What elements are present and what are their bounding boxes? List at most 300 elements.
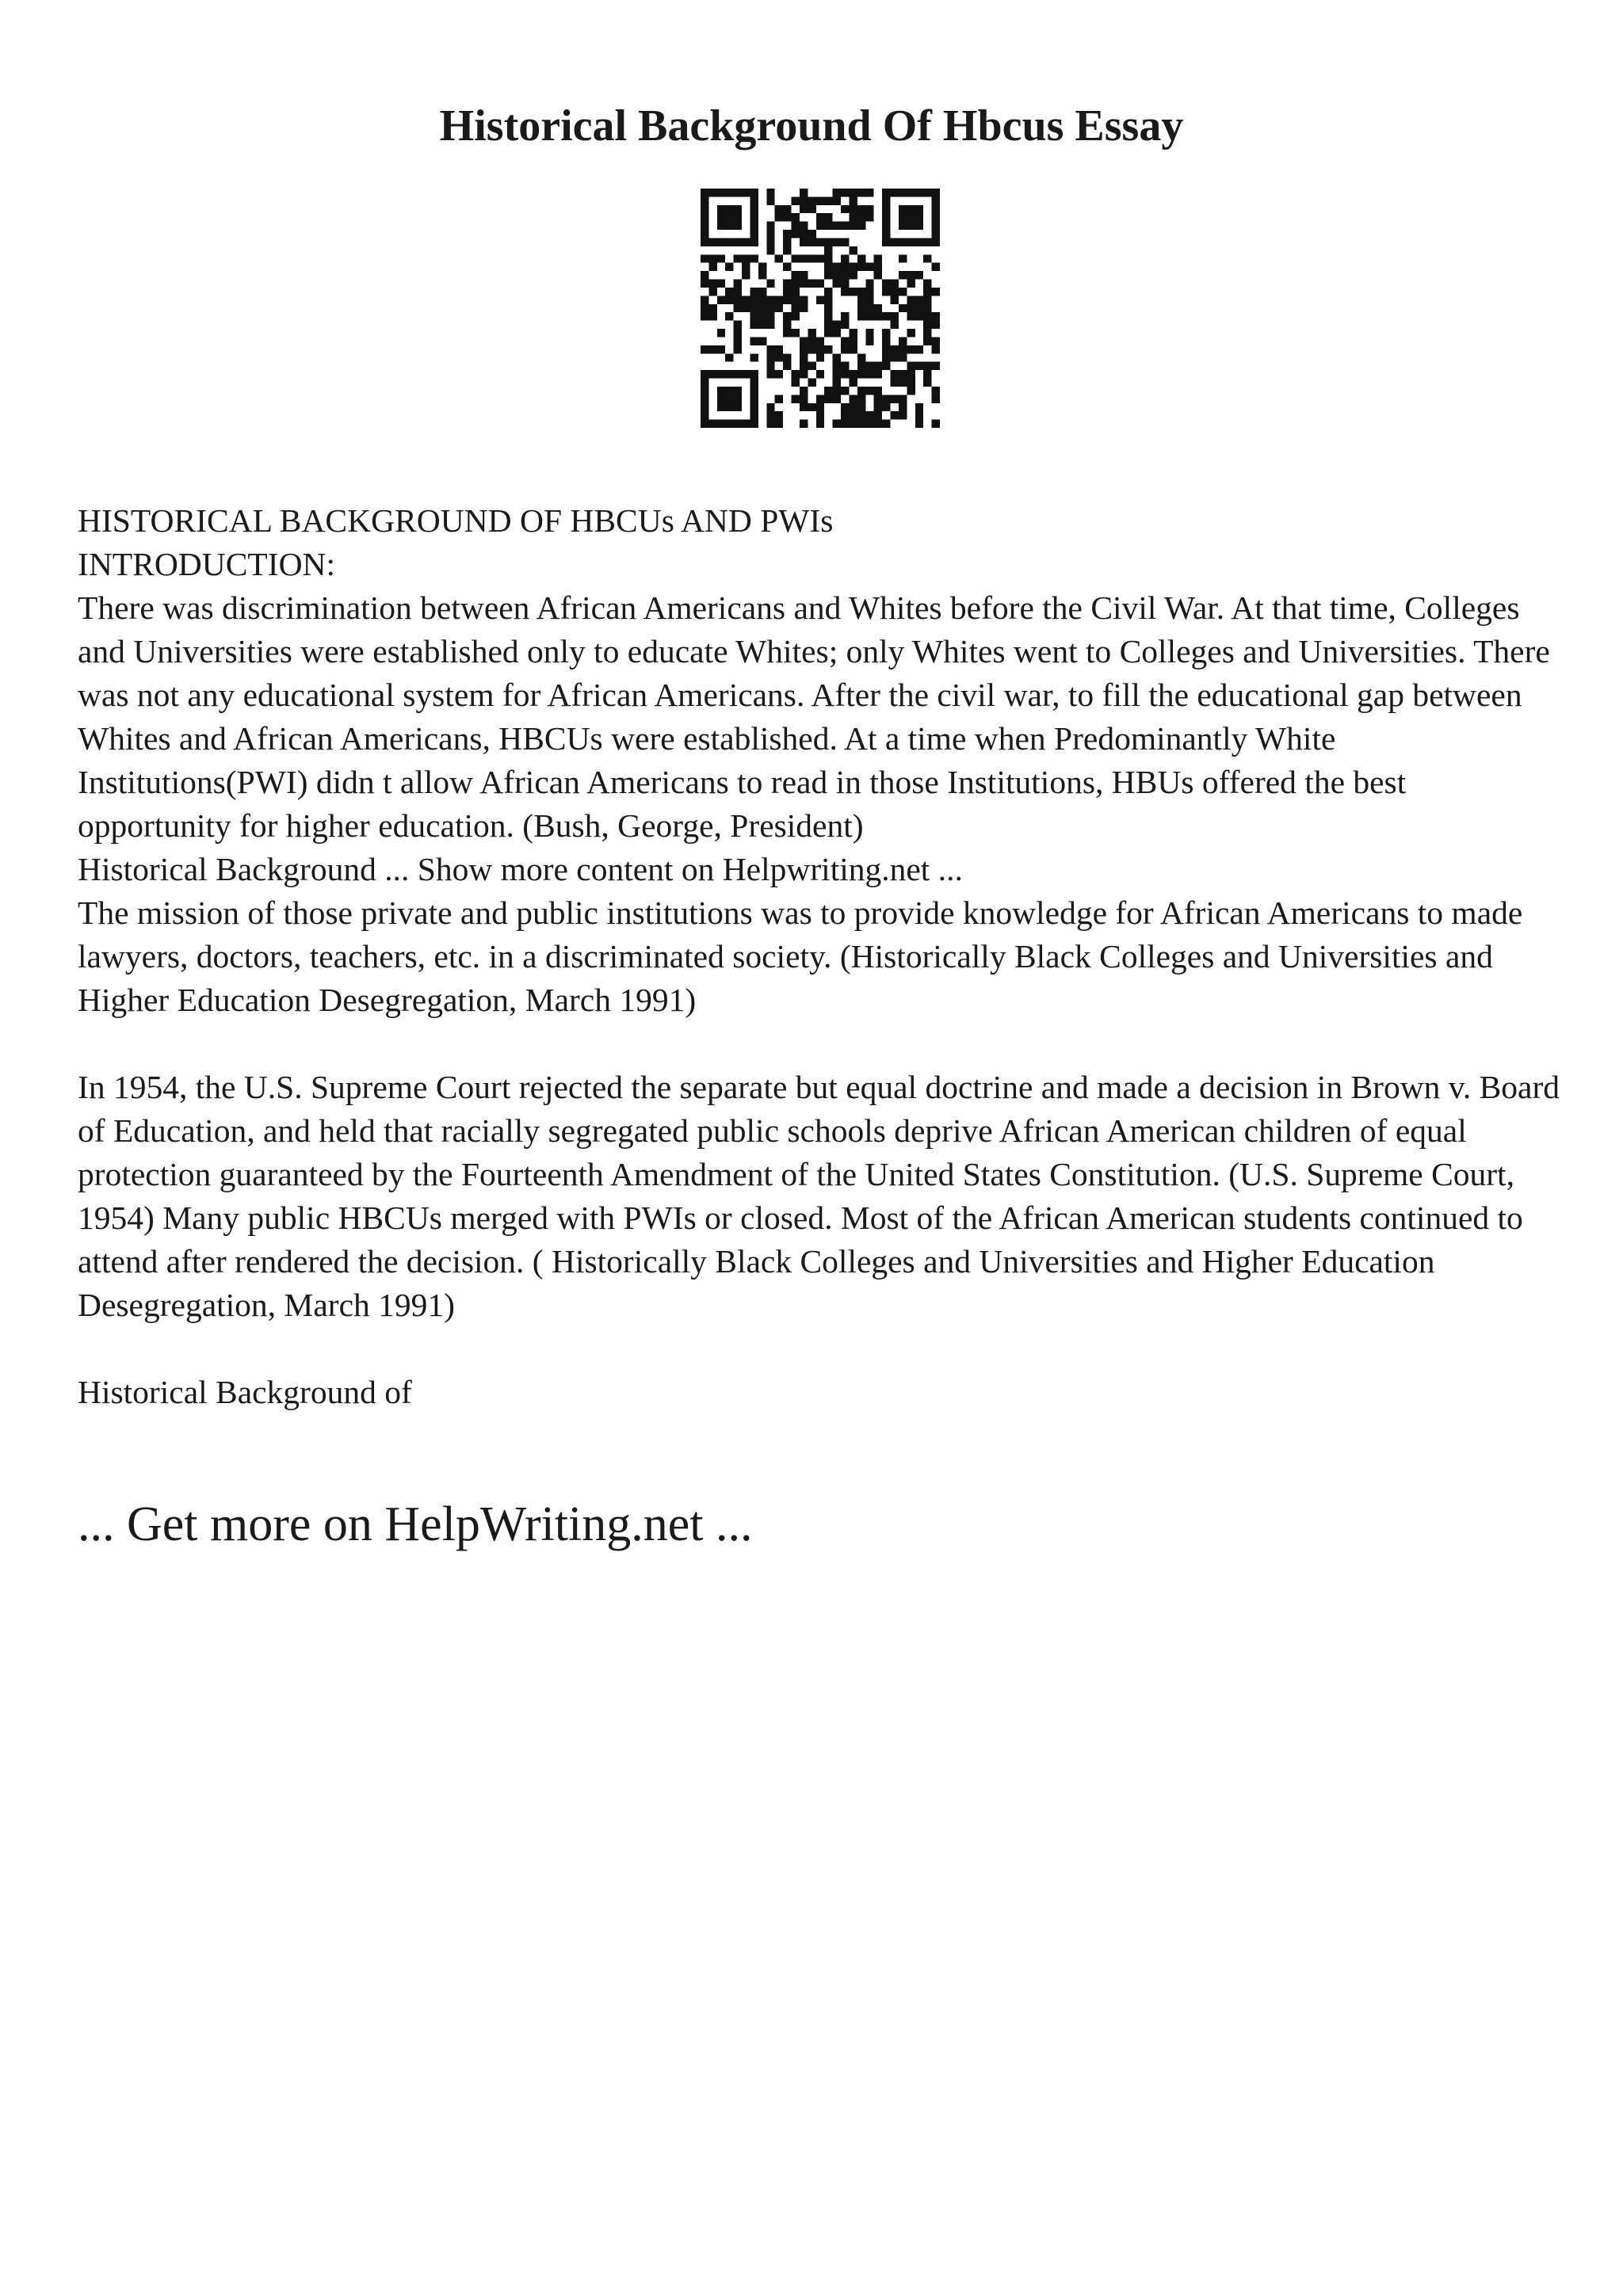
qr-module — [734, 337, 742, 345]
qr-module — [750, 395, 758, 402]
qr-module — [792, 370, 800, 378]
qr-module — [734, 395, 742, 402]
qr-module — [841, 312, 849, 320]
qr-module — [841, 345, 849, 353]
qr-module — [874, 395, 882, 402]
qr-module — [701, 271, 708, 279]
qr-module — [750, 288, 758, 296]
qr-module — [915, 296, 923, 303]
qr-module — [841, 238, 849, 246]
qr-module — [874, 411, 882, 419]
qr-module — [816, 213, 824, 221]
qr-module — [865, 288, 873, 296]
qr-module — [882, 230, 890, 238]
qr-module — [932, 205, 940, 213]
qr-module — [725, 213, 733, 221]
qr-module — [841, 263, 849, 271]
qr-module — [882, 288, 890, 296]
qr-module — [766, 230, 774, 238]
qr-module — [750, 189, 758, 196]
qr-module — [750, 420, 758, 428]
qr-module — [775, 345, 783, 353]
qr-module — [849, 403, 857, 411]
qr-module — [783, 312, 791, 320]
qr-module — [841, 288, 849, 296]
qr-module — [800, 370, 808, 378]
qr-module — [824, 196, 832, 204]
qr-module — [708, 345, 716, 353]
qr-module — [816, 370, 824, 378]
qr-module — [734, 213, 742, 221]
qr-module — [800, 387, 808, 395]
qr-module — [833, 222, 841, 230]
qr-module — [907, 379, 915, 387]
qr-module — [841, 370, 849, 378]
qr-module — [800, 345, 808, 353]
qr-module — [899, 403, 907, 411]
qr-module — [833, 353, 841, 361]
qr-module — [899, 205, 907, 213]
qr-module — [766, 238, 774, 246]
qr-module — [824, 387, 832, 395]
qr-module — [824, 254, 832, 262]
qr-module — [742, 304, 750, 312]
qr-module — [717, 387, 725, 395]
qr-module — [766, 362, 774, 370]
qr-module — [932, 345, 940, 353]
qr-module — [833, 395, 841, 402]
qr-module — [783, 296, 791, 303]
qr-module — [808, 329, 815, 337]
qr-module — [750, 222, 758, 230]
qr-module — [833, 362, 841, 370]
qr-module — [824, 304, 832, 312]
qr-module — [932, 222, 940, 230]
qr-module — [915, 411, 923, 419]
qr-module — [915, 271, 923, 279]
qr-module — [915, 362, 923, 370]
qr-module — [783, 362, 791, 370]
qr-module — [701, 395, 708, 402]
qr-module — [891, 379, 899, 387]
qr-module — [932, 312, 940, 320]
qr-module — [882, 312, 890, 320]
qr-module — [750, 304, 758, 312]
qr-module — [734, 403, 742, 411]
qr-module — [766, 296, 774, 303]
qr-module — [833, 263, 841, 271]
qr-module — [849, 288, 857, 296]
qr-module — [717, 205, 725, 213]
qr-module — [816, 280, 824, 288]
qr-module — [923, 312, 931, 320]
qr-module — [816, 222, 824, 230]
qr-module — [775, 420, 783, 428]
qr-module — [923, 321, 931, 329]
qr-module — [800, 280, 808, 288]
qr-module — [750, 337, 758, 345]
qr-module — [833, 271, 841, 279]
qr-module — [792, 296, 800, 303]
qr-module — [808, 337, 815, 345]
qr-module — [725, 238, 733, 246]
qr-module — [865, 370, 873, 378]
qr-module — [758, 263, 766, 271]
qr-module — [857, 362, 865, 370]
qr-module — [824, 288, 832, 296]
qr-module — [783, 238, 791, 246]
qr-module — [891, 353, 899, 361]
qr-module — [717, 403, 725, 411]
qr-module — [882, 420, 890, 428]
qr-module — [750, 254, 758, 262]
qr-module — [865, 205, 873, 213]
qr-module — [725, 420, 733, 428]
qr-module — [882, 213, 890, 221]
qr-module — [701, 254, 708, 262]
qr-module — [816, 345, 824, 353]
qr-module — [750, 205, 758, 213]
qr-module — [899, 345, 907, 353]
qr-module — [857, 189, 865, 196]
qr-module — [750, 230, 758, 238]
qr-module — [808, 403, 815, 411]
qr-module — [857, 420, 865, 428]
qr-module — [734, 329, 742, 337]
qr-module — [717, 238, 725, 246]
qr-module — [750, 411, 758, 419]
qr-module — [841, 362, 849, 370]
qr-module — [725, 387, 733, 395]
qr-module — [882, 362, 890, 370]
qr-module — [725, 312, 733, 320]
qr-module — [742, 296, 750, 303]
qr-module — [783, 288, 791, 296]
qr-module — [816, 196, 824, 204]
qr-module — [915, 304, 923, 312]
qr-module — [800, 189, 808, 196]
qr-module — [750, 353, 758, 361]
qr-module — [783, 353, 791, 361]
qr-module — [734, 254, 742, 262]
qr-module — [758, 288, 766, 296]
qr-module — [766, 196, 774, 204]
qr-module — [907, 280, 915, 288]
qr-module — [750, 238, 758, 246]
qr-module — [701, 189, 708, 196]
qr-module — [824, 296, 832, 303]
qr-module — [824, 246, 832, 254]
qr-module — [882, 353, 890, 361]
qr-module — [824, 263, 832, 271]
intro-label: INTRODUCTION: — [78, 546, 336, 582]
qr-module — [849, 213, 857, 221]
qr-module — [701, 403, 708, 411]
qr-module — [800, 296, 808, 303]
qr-module — [915, 345, 923, 353]
qr-module — [841, 280, 849, 288]
qr-module — [758, 337, 766, 345]
qr-module — [750, 379, 758, 387]
qr-module — [849, 246, 857, 254]
qr-code-graphic — [701, 189, 940, 428]
qr-module — [742, 189, 750, 196]
qr-module — [907, 312, 915, 320]
qr-module — [792, 395, 800, 402]
qr-module — [849, 420, 857, 428]
qr-module — [742, 263, 750, 271]
qr-module — [841, 222, 849, 230]
qr-module — [701, 280, 708, 288]
qr-module — [932, 288, 940, 296]
qr-module — [891, 296, 899, 303]
qr-module — [701, 304, 708, 312]
qr-module — [874, 312, 882, 320]
paragraph-gap — [78, 1022, 1568, 1066]
qr-module — [742, 271, 750, 279]
qr-module — [899, 395, 907, 402]
qr-module — [874, 370, 882, 378]
qr-module — [882, 189, 890, 196]
qr-module — [750, 296, 758, 303]
qr-module — [849, 271, 857, 279]
qr-module — [849, 263, 857, 271]
qr-module — [775, 304, 783, 312]
qr-module — [891, 321, 899, 329]
qr-module — [750, 387, 758, 395]
qr-module — [865, 387, 873, 395]
qr-module — [708, 189, 716, 196]
qr-module — [833, 280, 841, 288]
qr-module — [734, 345, 742, 353]
qr-module — [816, 353, 824, 361]
fragment-line: Historical Background of — [78, 1374, 412, 1410]
qr-module — [734, 321, 742, 329]
qr-module — [891, 395, 899, 402]
qr-module — [701, 196, 708, 204]
qr-module — [849, 189, 857, 196]
qr-module — [857, 395, 865, 402]
qr-module — [725, 222, 733, 230]
qr-module — [915, 189, 923, 196]
qr-module — [783, 246, 791, 254]
qr-module — [857, 222, 865, 230]
qr-module — [750, 321, 758, 329]
qr-module — [923, 329, 931, 337]
qr-module — [857, 296, 865, 303]
qr-module — [824, 321, 832, 329]
qr-module — [717, 254, 725, 262]
qr-module — [841, 271, 849, 279]
qr-module — [882, 337, 890, 345]
qr-module — [865, 296, 873, 303]
qr-module — [783, 230, 791, 238]
qr-module — [923, 254, 931, 262]
qr-module — [734, 387, 742, 395]
qr-module — [701, 238, 708, 246]
qr-module — [792, 312, 800, 320]
qr-module — [750, 403, 758, 411]
qr-module — [808, 205, 815, 213]
qr-module — [923, 189, 931, 196]
qr-module — [701, 420, 708, 428]
qr-module — [857, 403, 865, 411]
qr-module — [874, 271, 882, 279]
qr-module — [923, 296, 931, 303]
qr-module — [865, 189, 873, 196]
qr-module — [857, 353, 865, 361]
qr-module — [907, 271, 915, 279]
qr-module — [783, 280, 791, 288]
qr-module — [701, 387, 708, 395]
qr-module — [808, 254, 815, 262]
qr-module — [701, 230, 708, 238]
qr-module — [907, 222, 915, 230]
qr-module — [882, 345, 890, 353]
qr-module — [932, 420, 940, 428]
qr-module — [923, 370, 931, 378]
qr-module — [857, 213, 865, 221]
qr-module — [833, 379, 841, 387]
qr-module — [758, 271, 766, 279]
essay-heading: HISTORICAL BACKGROUND OF HBCUs AND PWIs — [78, 502, 834, 539]
qr-module — [891, 238, 899, 246]
qr-module — [750, 196, 758, 204]
qr-module — [865, 304, 873, 312]
qr-module — [808, 362, 815, 370]
paragraph-1: There was discrimination between African Americans and Whites before the Civil War. At that time, Colleges and Universities were established only to educate Whites; only Whites went to Colleges and Universities. There was not any educational system for African Americans. After the civil war, to fill the educational gap between Whites and African Americans, HBCUs were established. At a time when Predominantly White Institutions(PWI) didn t allow African Americans to read in those Institutions, HBUs offered the best opportunity for higher education. (Bush, George, President) — [78, 589, 1550, 844]
qr-module — [907, 362, 915, 370]
qr-module — [792, 230, 800, 238]
qr-module — [841, 337, 849, 345]
qr-module — [915, 205, 923, 213]
qr-module — [800, 304, 808, 312]
qr-module — [907, 205, 915, 213]
qr-module — [824, 329, 832, 337]
qr-module — [758, 304, 766, 312]
qr-module — [824, 312, 832, 320]
qr-module — [792, 254, 800, 262]
qr-module — [792, 304, 800, 312]
qr-module — [882, 238, 890, 246]
qr-module — [701, 312, 708, 320]
qr-module — [899, 288, 907, 296]
qr-module — [915, 403, 923, 411]
qr-module — [708, 288, 716, 296]
qr-module — [717, 345, 725, 353]
qr-module — [783, 329, 791, 337]
qr-module — [775, 353, 783, 361]
qr-module — [800, 254, 808, 262]
qr-module — [742, 238, 750, 246]
qr-module — [907, 296, 915, 303]
qr-module — [808, 345, 815, 353]
qr-module — [915, 312, 923, 320]
qr-module — [734, 280, 742, 288]
qr-module — [800, 420, 808, 428]
paragraph-gap — [78, 1327, 1568, 1371]
qr-module — [816, 238, 824, 246]
qr-module — [865, 362, 873, 370]
qr-module — [923, 288, 931, 296]
qr-module — [874, 403, 882, 411]
qr-module — [758, 312, 766, 320]
qr-module — [841, 420, 849, 428]
qr-module — [891, 280, 899, 288]
qr-module — [833, 321, 841, 329]
qr-module — [717, 222, 725, 230]
qr-module — [907, 387, 915, 395]
qr-module — [907, 345, 915, 353]
qr-module — [734, 296, 742, 303]
qr-module — [750, 312, 758, 320]
qr-module — [775, 411, 783, 419]
qr-module — [833, 370, 841, 378]
qr-module — [734, 222, 742, 230]
qr-module — [899, 222, 907, 230]
qr-module — [725, 370, 733, 378]
qr-module — [701, 345, 708, 353]
qr-module — [857, 263, 865, 271]
qr-module — [899, 370, 907, 378]
qr-module — [932, 196, 940, 204]
qr-module — [841, 321, 849, 329]
qr-module — [841, 189, 849, 196]
qr-module — [766, 246, 774, 254]
qr-module — [824, 222, 832, 230]
qr-module — [701, 213, 708, 221]
qr-module — [725, 296, 733, 303]
qr-module — [899, 189, 907, 196]
qr-module — [865, 312, 873, 320]
qr-module — [833, 329, 841, 337]
qr-module — [758, 321, 766, 329]
qr-module — [800, 403, 808, 411]
qr-module — [824, 213, 832, 221]
qr-module — [849, 395, 857, 402]
qr-module — [841, 387, 849, 395]
qr-module — [800, 222, 808, 230]
qr-module — [708, 420, 716, 428]
qr-module — [734, 288, 742, 296]
qr-module — [833, 420, 841, 428]
qr-module — [783, 213, 791, 221]
qr-module — [758, 296, 766, 303]
qr-module — [717, 189, 725, 196]
qr-module — [800, 362, 808, 370]
qr-module — [849, 337, 857, 345]
paragraph-2: The mission of those private and public institutions was to provide knowledge for African Americans to made lawyers, doctors, teachers, etc. in a discriminated society. (Historically Black Colleges and Universities and Higher Education Desegregation, March 1991) — [78, 894, 1523, 1018]
qr-module — [701, 205, 708, 213]
qr-module — [899, 213, 907, 221]
qr-module — [766, 321, 774, 329]
qr-module — [865, 280, 873, 288]
qr-module — [708, 280, 716, 288]
qr-module — [932, 337, 940, 345]
qr-module — [775, 254, 783, 262]
get-more-link[interactable]: ... Get more on HelpWriting.net ... — [78, 1497, 753, 1551]
qr-module — [882, 329, 890, 337]
qr-module — [816, 296, 824, 303]
qr-module — [725, 263, 733, 271]
qr-code — [701, 189, 940, 428]
qr-module — [899, 238, 907, 246]
qr-module — [923, 304, 931, 312]
qr-module — [865, 213, 873, 221]
qr-module — [766, 370, 774, 378]
qr-module — [717, 395, 725, 402]
qr-module — [750, 213, 758, 221]
